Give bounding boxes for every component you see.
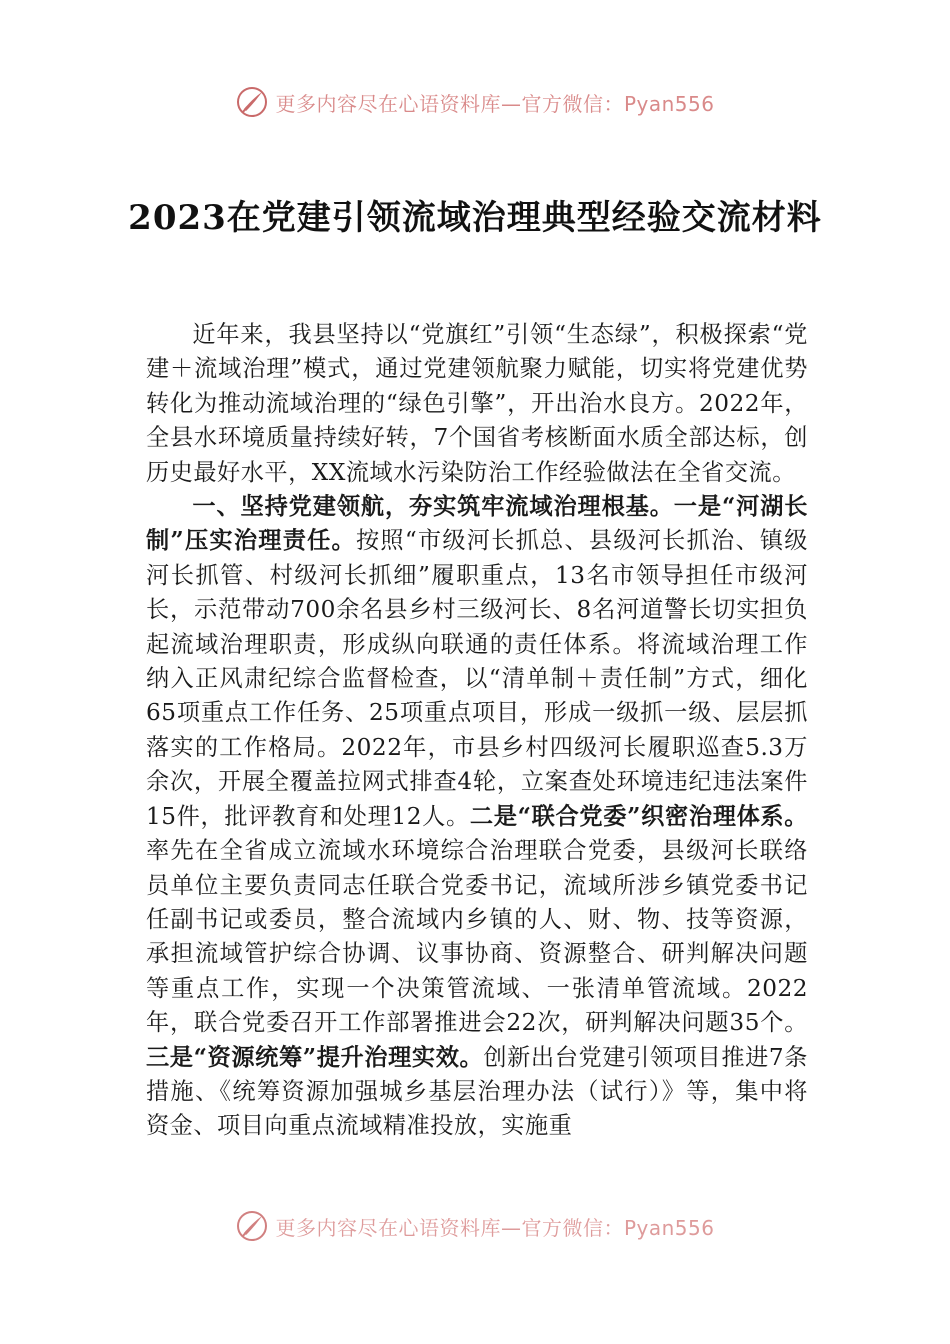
watermark-text: 更多内容尽在心语资料库—官方微信：Pyan556	[275, 91, 715, 116]
feather-seal-icon	[235, 85, 269, 119]
paragraph	[146, 490, 808, 1144]
text-run: 率先在全省成立流域水环境综合治理联合党委，县级河长联络员单位主要负责同志任联合党委书记，流域所涉乡镇党委书记任副书记或委员，整合流域内乡镇的人、财、物、技等资源，承担流域管护综合协调、议事协商、资源整合、研判解决问题等重点工作，实现一个决策管流域、一张清单管流域。2022年，联合党委召开工作部署推进会22次，研判解决问题35个。	[146, 837, 808, 1037]
text-run: 按照“市级河长抓总、县级河长抓治、镇级河长抓管、村级河长抓细”履职重点，13名市领导担任市级河长，示范带动700余名县乡村三级河长、8名河道警长切实担负起流域治理职责，形成纵向联通的责任体系。将流域治理工作纳入正风肃纪综合监督检查，以“清单制＋责任制”方式，细化65项重点工作任务、25项重点项目，形成一级抓一级、层层抓落实的工作格局。2022年，市县乡村四级河长履职巡查5.3万余次，开展全覆盖拉网式排查4轮，立案查处环境违纪违法案件15件，批评教育和处理12人。	[146, 527, 808, 830]
watermark-footer	[0, 1208, 950, 1244]
document-body	[146, 318, 808, 1144]
bold-run: 三是“资源统筹”提升治理实效。	[146, 1043, 484, 1071]
document-title: 2023在党建引领流域治理典型经验交流材料	[128, 198, 822, 238]
bold-run: 二是“联合党委”织密治理体系。	[469, 802, 808, 830]
feather-seal-icon	[235, 1209, 269, 1243]
watermark-header	[0, 84, 950, 120]
text-run: 创新出台党建引领项目推进7条措施、《统筹资源加强城乡基层治理办法（试行）》等，集中将资金、项目向重点流域精准投放，实施重	[146, 1043, 808, 1140]
text-run: 近年来，我县坚持以“党旗红”引领“生态绿”，积极探索“党建＋流域治理”模式，通过党建领航聚力赋能，切实将党建优势转化为推动流域治理的“绿色引擎”，开出治水良方。2022年，全县水环境质量持续好转，7个国省考核断面水质全部达标，创历史最好水平，XX流域水污染防治工作经验做法在全省交流。	[146, 321, 808, 486]
paragraph	[146, 318, 808, 490]
bold-run: 一、坚持党建领航，夯实筑牢流域治理根基。一是“河湖长制”压实治理责任。	[146, 493, 808, 555]
watermark-text: 更多内容尽在心语资料库—官方微信：Pyan556	[275, 1215, 715, 1240]
